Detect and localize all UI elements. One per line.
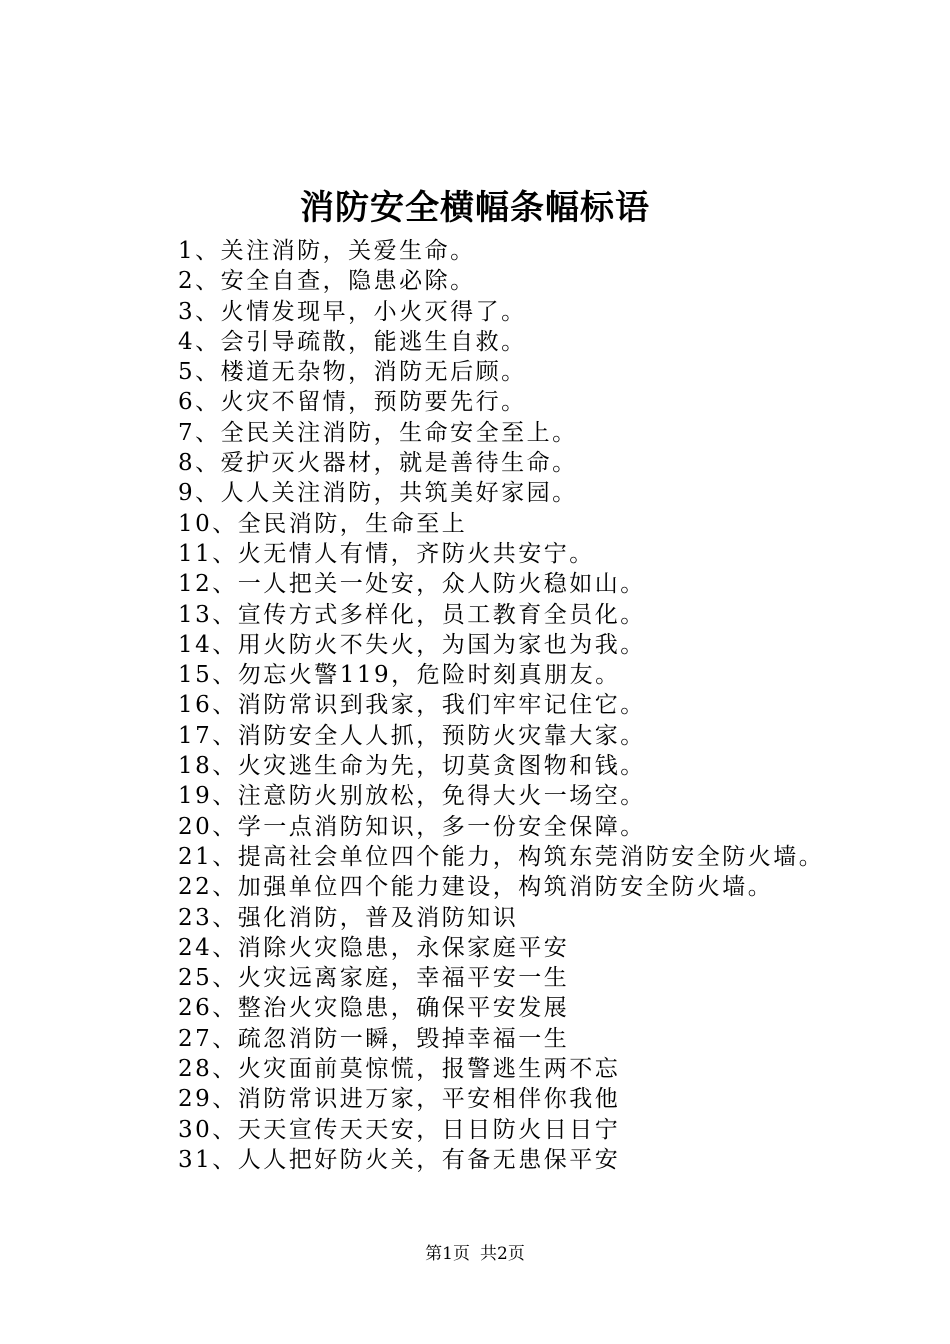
list-item: 1、关注消防，关爱生命。: [178, 238, 476, 264]
list-item: 13、宣传方式多样化，员工教育全员化。: [178, 601, 646, 628]
list-item: 2、安全自查，隐患必除。: [178, 268, 476, 295]
list-item: 28、火灾面前莫惊慌，报警逃生两不忘: [178, 1056, 621, 1083]
page-total: 共2页: [480, 1244, 525, 1264]
list-item: 10、全民消防，生命至上: [178, 510, 468, 537]
list-item: 4、会引导疏散，能逃生自救。: [178, 328, 527, 355]
list-item: 9、人人关注消防，共筑美好家园。: [178, 480, 578, 507]
list-item: 5、楼道无杂物，消防无后顾。: [178, 359, 527, 386]
page-number: 第1页: [425, 1244, 470, 1264]
slogan-list: [178, 236, 824, 1175]
list-item: 3、火情发现早，小火灭得了。: [178, 298, 527, 325]
list-item: 8、爱护灭火器材，就是善待生命。: [178, 450, 578, 477]
list-item: 7、全民关注消防，生命安全至上。: [178, 419, 578, 446]
list-item: 27、疏忽消防一瞬，毁掉幸福一生: [178, 1025, 570, 1052]
list-item: 31、人人把好防火关，有备无患保平安: [178, 1146, 621, 1173]
list-item: 6、火灾不留情，预防要先行。: [178, 389, 527, 416]
list-item: 25、火灾远离家庭，幸福平安一生: [178, 965, 570, 992]
list-item: 19、注意防火别放松，免得大火一场空。: [178, 783, 646, 810]
list-item: 24、消除火灾隐患，永保家庭平安: [178, 934, 570, 961]
list-item: 18、火灾逃生命为先，切莫贪图物和钱。: [178, 753, 646, 780]
list-item: 29、消防常识进万家，平安相伴你我他: [178, 1086, 621, 1113]
list-item: 22、加强单位四个能力建设，构筑消防安全防火墙。: [178, 874, 774, 901]
page-title: 消防安全横幅条幅标语: [300, 188, 650, 228]
list-item: 15、勿忘火警119，危险时刻真朋友。: [178, 662, 621, 689]
list-item: 23、强化消防，普及消防知识: [178, 904, 519, 931]
list-item: 12、一人把关一处安，众人防火稳如山。: [178, 571, 646, 598]
list-item: 14、用火防火不失火，为国为家也为我。: [178, 631, 646, 658]
list-item: 30、天天宣传天天安，日日防火日日宁: [178, 1116, 621, 1143]
page-footer: [0, 1242, 950, 1266]
list-item: 16、消防常识到我家，我们牢牢记住它。: [178, 692, 646, 719]
list-item: 26、整治火灾隐患，确保平安发展: [178, 995, 570, 1022]
list-item: 21、提高社会单位四个能力，构筑东莞消防安全防火墙。: [178, 843, 825, 870]
list-item: 20、学一点消防知识，多一份安全保障。: [178, 813, 646, 840]
list-item: 17、消防安全人人抓，预防火灾靠大家。: [178, 722, 646, 749]
list-item: 11、火无情人有情，齐防火共安宁。: [178, 540, 595, 567]
